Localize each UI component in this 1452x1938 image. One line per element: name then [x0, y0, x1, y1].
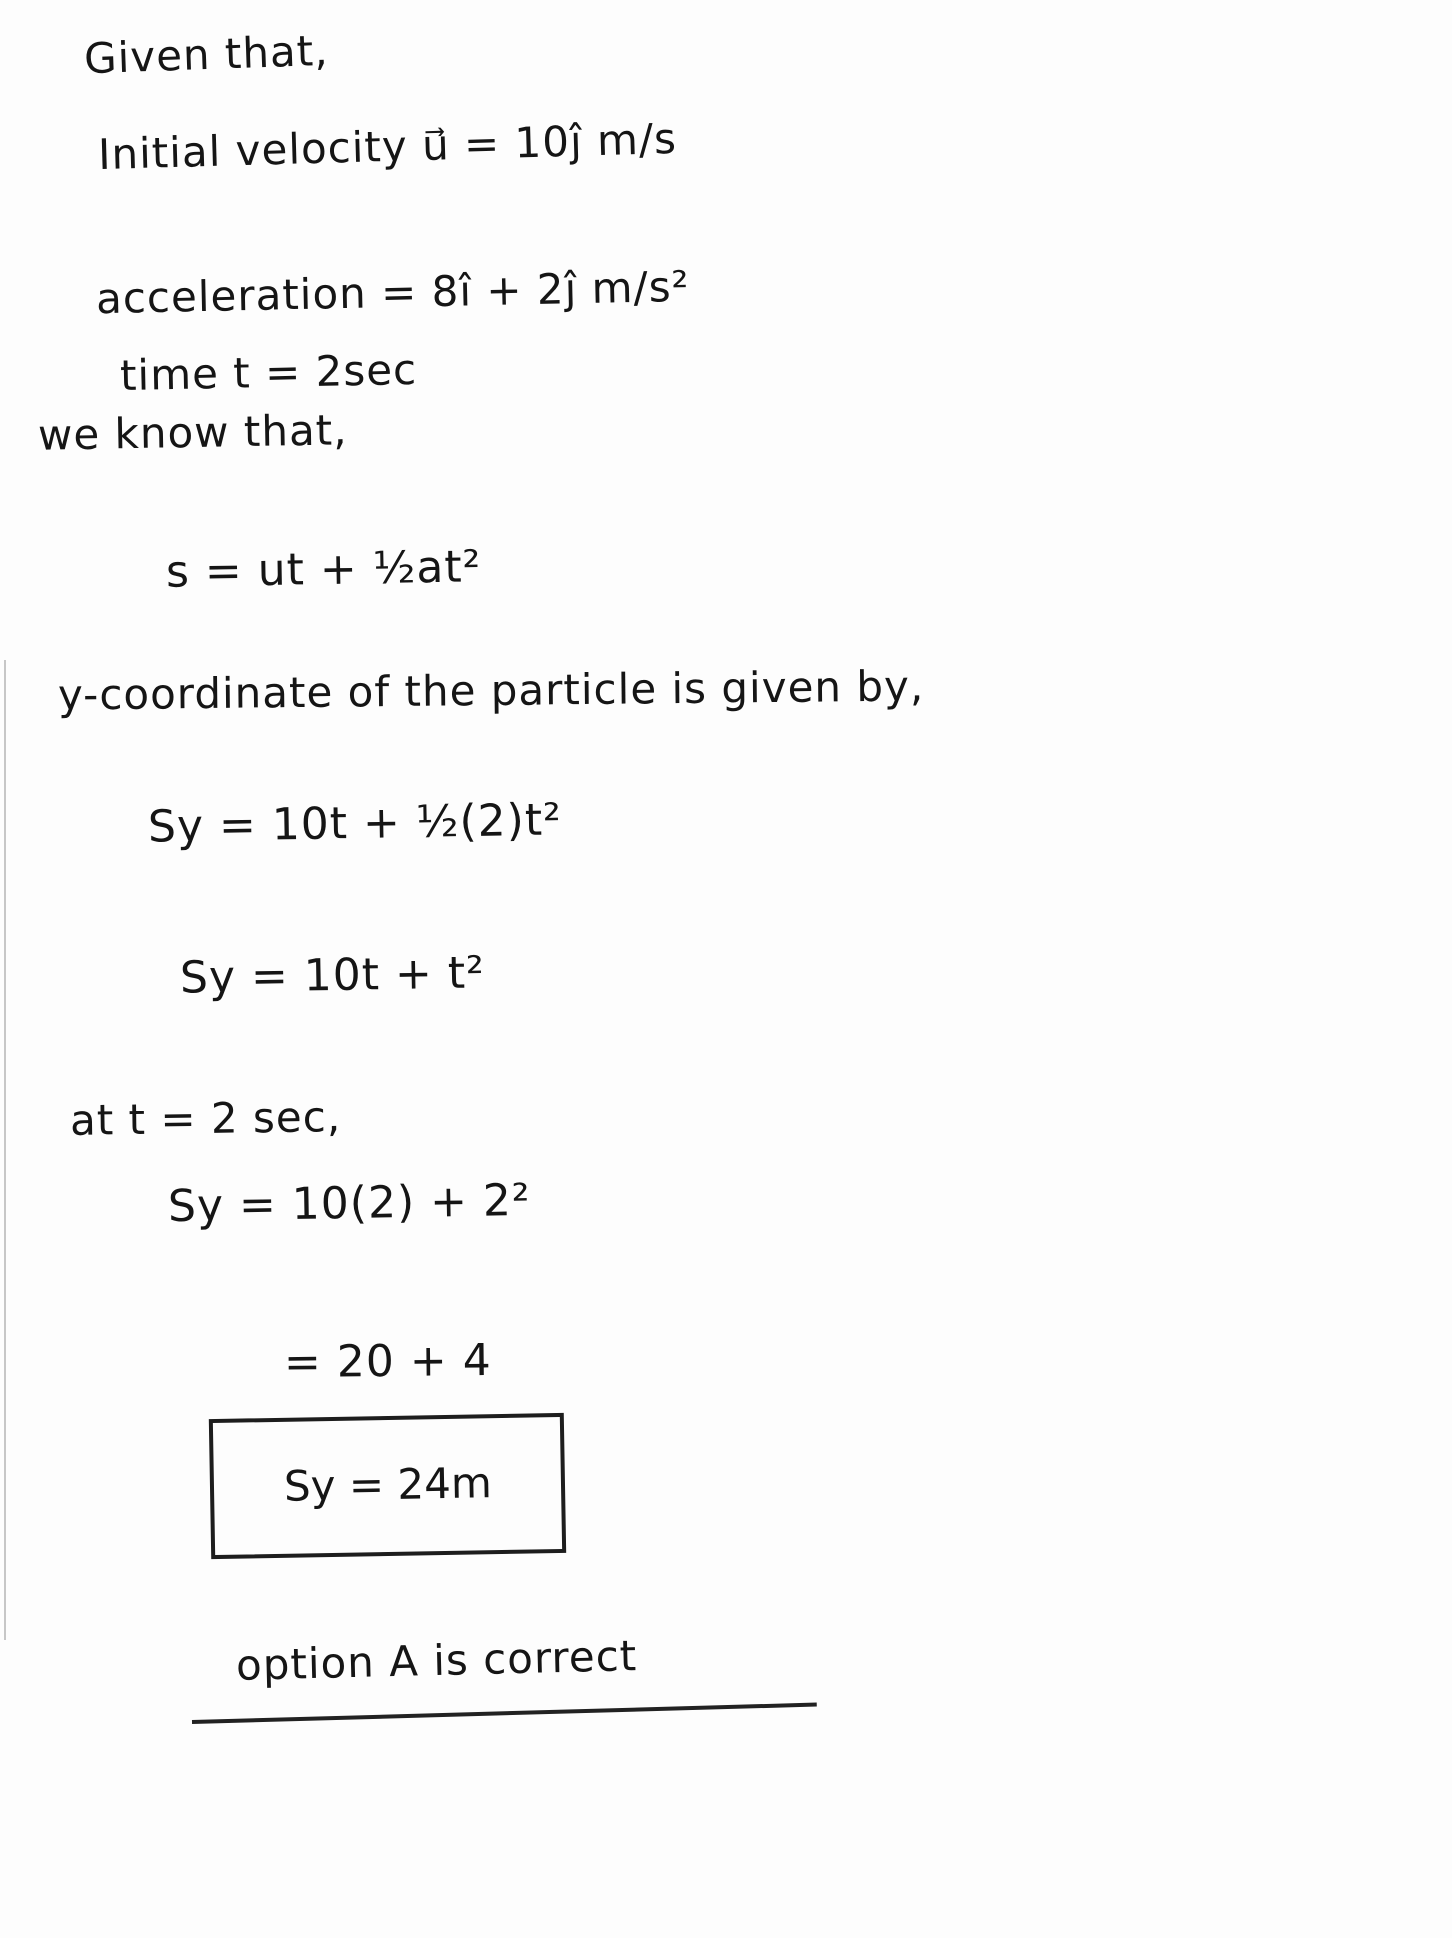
answer-box [209, 1413, 566, 1559]
we-know-that-line: we know that, [37, 405, 348, 460]
sum-line: = 20 + 4 [283, 1334, 492, 1389]
sy-equation-2: Sy = 10t + t² [179, 947, 486, 1004]
option-underline [192, 1703, 817, 1724]
page-margin-shadow [4, 660, 6, 1640]
initial-velocity-line: Initial velocity u⃗ = 10ĵ m/s [97, 113, 678, 180]
option-line: option A is correct [235, 1631, 638, 1690]
y-coordinate-line: y-coordinate of the particle is given by, [57, 661, 925, 720]
acceleration-line: acceleration = 8î + 2ĵ m/s² [95, 261, 690, 324]
time-line: time t = 2sec [119, 344, 418, 401]
sy-equation-1: Sy = 10t + ½(2)t² [147, 794, 563, 853]
sy-equation-3: Sy = 10(2) + 2² [167, 1174, 532, 1233]
final-answer: Sy = 24m [283, 1458, 493, 1511]
kinematic-formula: s = ut + ½at² [165, 541, 482, 598]
given-heading: Given that, [83, 25, 330, 84]
at-t-line: at t = 2 sec, [69, 1092, 342, 1145]
